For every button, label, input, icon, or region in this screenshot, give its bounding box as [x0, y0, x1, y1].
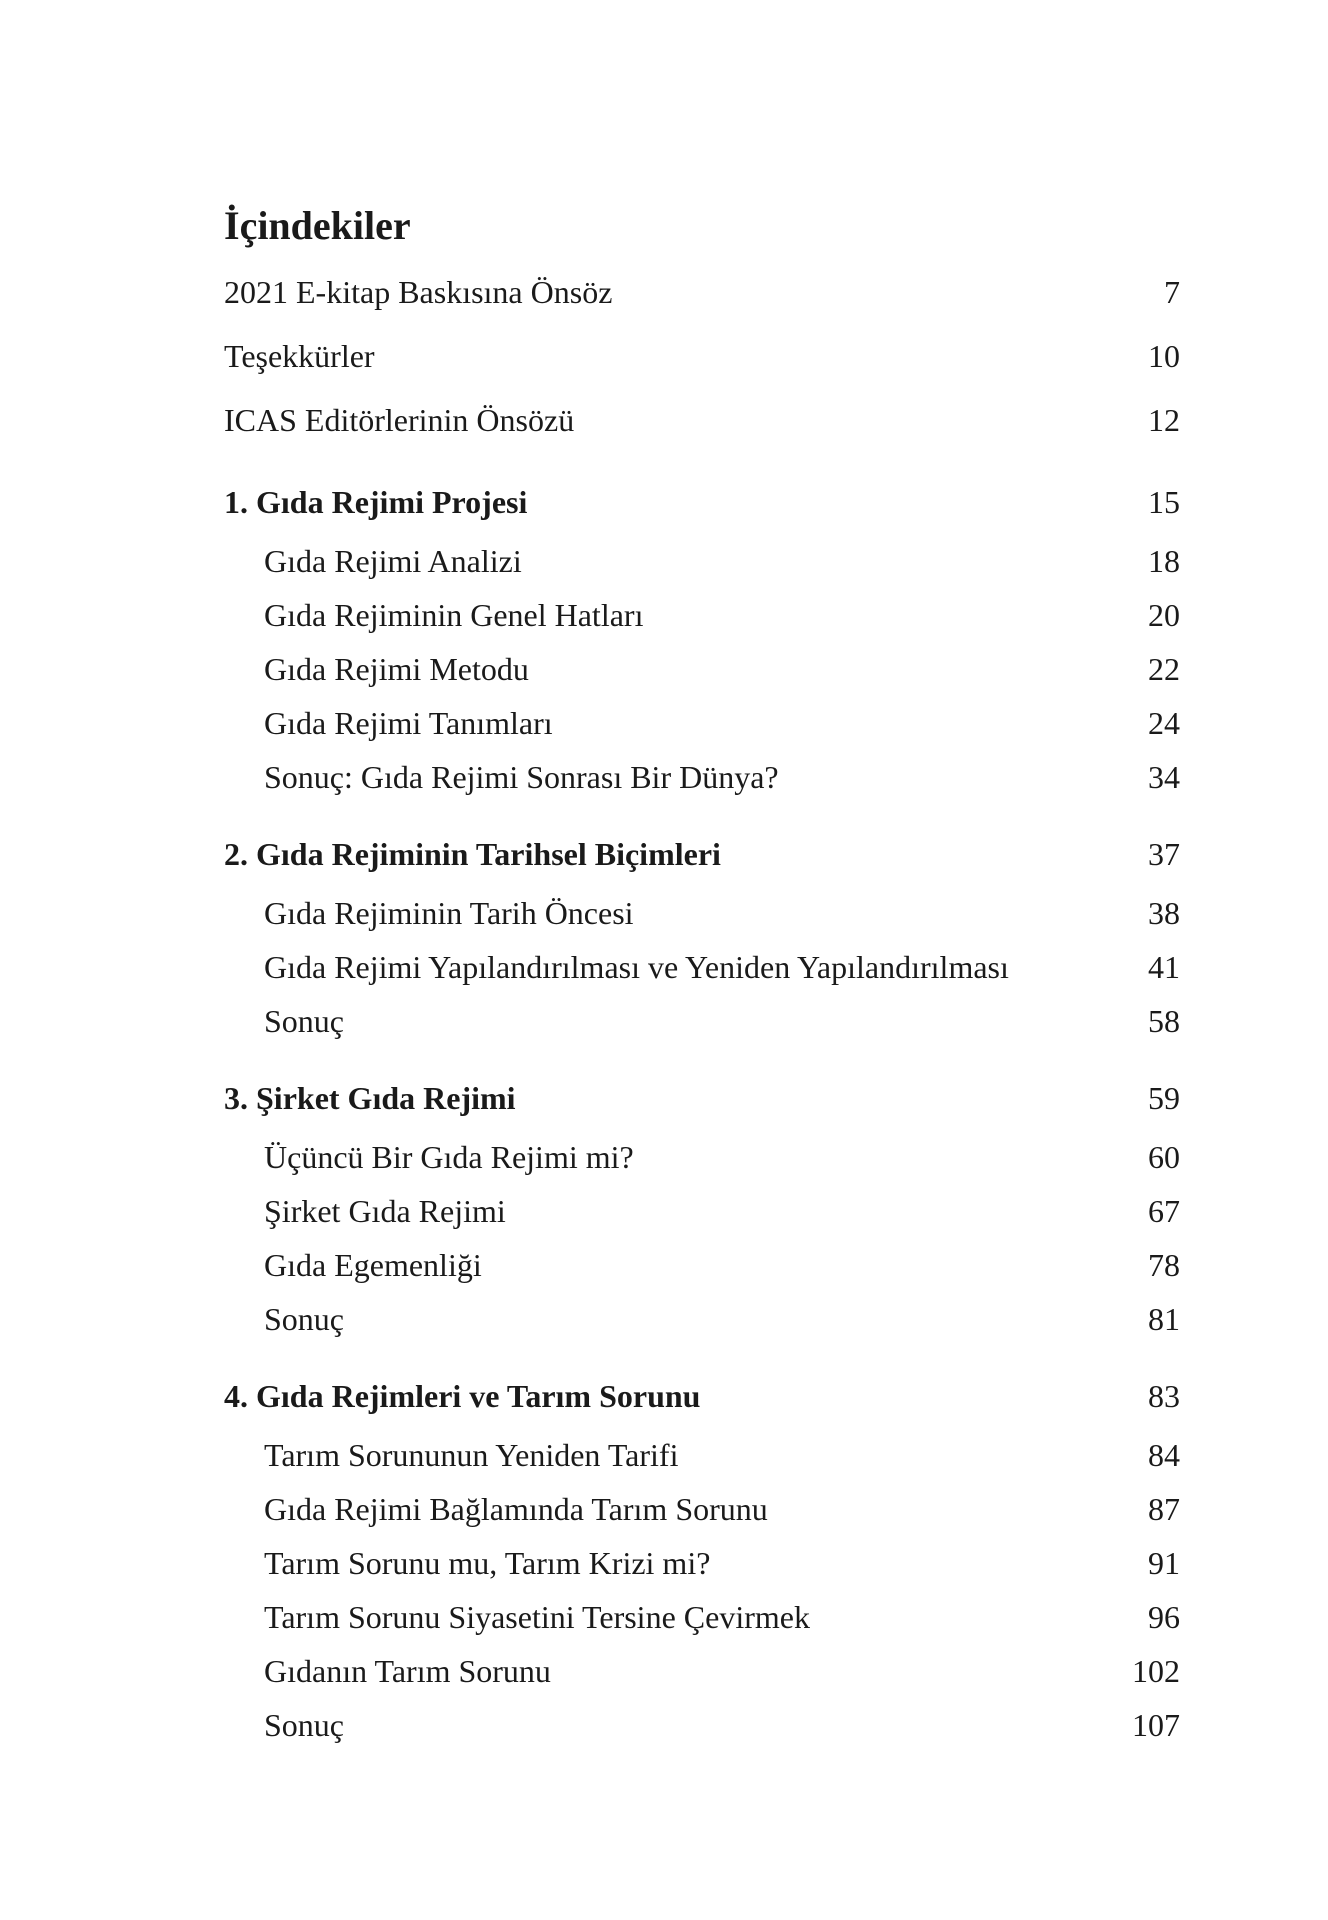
section-entry[interactable] — [224, 588, 1180, 642]
section-entry-label: Üçüncü Bir Gıda Rejimi mi? — [264, 1139, 634, 1175]
section-entry-page: 107 — [1132, 1707, 1180, 1743]
section-entry-page: 102 — [1132, 1653, 1180, 1689]
section-entry-label: Şirket Gıda Rejimi — [264, 1193, 506, 1229]
section-entry-page: 38 — [1148, 895, 1180, 931]
chapter-block — [224, 822, 1180, 1048]
section-entry-page: 22 — [1148, 651, 1180, 687]
section-entry-page: 96 — [1148, 1599, 1180, 1635]
section-entry-page: 24 — [1148, 705, 1180, 741]
section-entry-label: Gıda Rejimi Analizi — [264, 543, 522, 579]
chapter-heading[interactable] — [224, 470, 1180, 534]
section-entry-label: Gıda Rejiminin Genel Hatları — [264, 597, 644, 633]
section-entry-page: 84 — [1148, 1437, 1180, 1473]
section-entry[interactable] — [224, 696, 1180, 750]
chapter-heading-page: 37 — [1148, 836, 1180, 872]
toc-entry[interactable] — [224, 260, 1180, 324]
section-entry-page: 67 — [1148, 1193, 1180, 1229]
front-matter-list — [224, 260, 1180, 452]
section-entry-label: Gıda Rejimi Tanımları — [264, 705, 553, 741]
section-entry[interactable] — [224, 1482, 1180, 1536]
section-entry-page: 60 — [1148, 1139, 1180, 1175]
chapter-heading-page: 83 — [1148, 1378, 1180, 1414]
chapter-block — [224, 470, 1180, 804]
section-entry-page: 34 — [1148, 759, 1180, 795]
section-entry-label: Gıda Rejimi Bağlamında Tarım Sorunu — [264, 1491, 768, 1527]
section-entry-label: Gıdanın Tarım Sorunu — [264, 1653, 551, 1689]
toc-entry-label: 2021 E-kitap Baskısına Önsöz — [224, 274, 613, 310]
section-entry-page: 41 — [1148, 949, 1180, 985]
chapter-heading[interactable] — [224, 1066, 1180, 1130]
toc-entry-label: Teşekkürler — [224, 338, 375, 374]
section-entry[interactable] — [224, 1698, 1180, 1752]
section-entry-label: Tarım Sorunu Siyasetini Tersine Çevirmek — [264, 1599, 810, 1635]
section-entry-label: Sonuç — [264, 1003, 344, 1039]
section-entry[interactable] — [224, 994, 1180, 1048]
section-entry-page: 91 — [1148, 1545, 1180, 1581]
chapter-heading[interactable] — [224, 1364, 1180, 1428]
section-entry-label: Gıda Rejimi Metodu — [264, 651, 529, 687]
toc-entry-page: 10 — [1148, 338, 1180, 374]
toc-entry[interactable] — [224, 388, 1180, 452]
section-entry-label: Gıda Rejimi Yapılandırılması ve Yeniden Yapılandırılması — [264, 949, 1009, 985]
toc-entry-label: ICAS Editörlerinin Önsözü — [224, 402, 575, 438]
section-entry[interactable] — [224, 750, 1180, 804]
section-entry[interactable] — [224, 1536, 1180, 1590]
section-entry[interactable] — [224, 886, 1180, 940]
section-entry[interactable] — [224, 1428, 1180, 1482]
section-entry-label: Sonuç: Gıda Rejimi Sonrası Bir Dünya? — [264, 759, 779, 795]
section-entry-page: 78 — [1148, 1247, 1180, 1283]
chapter-heading-label: 3. Şirket Gıda Rejimi — [224, 1080, 516, 1116]
section-entry-page: 18 — [1148, 543, 1180, 579]
toc-entry-page: 7 — [1164, 274, 1180, 310]
section-entry[interactable] — [224, 1130, 1180, 1184]
section-entry-label: Gıda Egemenliği — [264, 1247, 482, 1283]
chapter-heading-label: 2. Gıda Rejiminin Tarihsel Biçimleri — [224, 836, 721, 872]
section-entry-page: 87 — [1148, 1491, 1180, 1527]
section-entry[interactable] — [224, 1184, 1180, 1238]
section-entry[interactable] — [224, 1292, 1180, 1346]
section-entry[interactable] — [224, 1590, 1180, 1644]
section-entry[interactable] — [224, 1238, 1180, 1292]
section-entry[interactable] — [224, 642, 1180, 696]
section-entry[interactable] — [224, 940, 1180, 994]
chapter-heading-page: 59 — [1148, 1080, 1180, 1116]
section-entry-label: Tarım Sorunu mu, Tarım Krizi mi? — [264, 1545, 711, 1581]
chapter-block — [224, 1066, 1180, 1346]
toc-title: İçindekiler — [224, 203, 411, 248]
chapter-heading-page: 15 — [1148, 484, 1180, 520]
toc-entry-page: 12 — [1148, 402, 1180, 438]
section-entry-label: Sonuç — [264, 1301, 344, 1337]
section-entry-label: Sonuç — [264, 1707, 344, 1743]
section-entry[interactable] — [224, 1644, 1180, 1698]
section-entry-label: Gıda Rejiminin Tarih Öncesi — [264, 895, 634, 931]
section-entry-page: 20 — [1148, 597, 1180, 633]
toc-page — [224, 198, 1180, 1752]
chapter-heading-label: 1. Gıda Rejimi Projesi — [224, 484, 528, 520]
section-entry[interactable] — [224, 534, 1180, 588]
toc-entry[interactable] — [224, 324, 1180, 388]
section-entry-label: Tarım Sorununun Yeniden Tarifi — [264, 1437, 679, 1473]
chapter-block — [224, 1364, 1180, 1752]
section-entry-page: 81 — [1148, 1301, 1180, 1337]
chapter-heading[interactable] — [224, 822, 1180, 886]
section-entry-page: 58 — [1148, 1003, 1180, 1039]
chapter-heading-label: 4. Gıda Rejimleri ve Tarım Sorunu — [224, 1378, 701, 1414]
